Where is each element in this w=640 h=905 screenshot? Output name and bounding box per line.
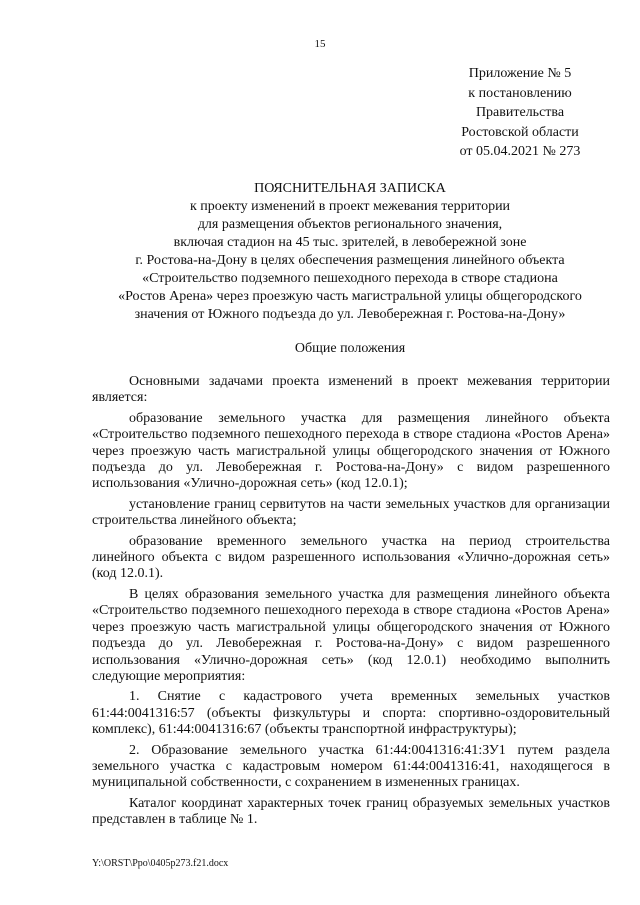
page-number: 15 xyxy=(314,38,326,50)
appendix-line: Ростовской области xyxy=(461,124,579,140)
title-subtitle-line: значения от Южного подъезда до ул. Левобережная г. Ростова-на-Дону» xyxy=(134,307,566,322)
title-subtitle-line: г. Ростова-на-Дону в целях обеспечения размещения линейного объекта xyxy=(135,253,565,268)
section-heading: Общие положения xyxy=(294,341,406,356)
title-heading: ПОЯСНИТЕЛЬНАЯ ЗАПИСКА xyxy=(254,181,446,196)
paragraph: 1. Снятие с кадастрового учета временных земельных участков 61:44:0041316:57 (объекты физкультуры и спорта: спортивно-оздоровительный комплекс), 61:44:0041316:67 (объекты транспортной инфраструктуры); xyxy=(92,689,610,738)
title-subtitle-line: «Строительство подземного пешеходного перехода в створе стадиона xyxy=(142,271,558,286)
title-subtitle-line: «Ростов Арена» через проезжую часть магистральной улицы общегородского xyxy=(118,289,582,304)
paragraph: В целях образования земельного участка для размещения линейного объекта «Строительство подземного пешеходного перехода в створе стадиона «Ростов Арена» через проезжую часть магистральной улицы общегородского значения от Южного подъезда до ул. Левобережная г. Ростова-на-Дону» с видом разрешенного использования «Улично-дорожная сеть» (код 12.0.1) необходимо выполнить следующие мероприятия: xyxy=(92,586,610,684)
paragraph: образование временного земельного участка на период строительства линейного объекта с видом разрешенного использования «Улично-дорожная сеть» (код 12.0.1). xyxy=(92,533,610,582)
paragraph: 2. Образование земельного участка 61:44:0041316:41:ЗУ1 путем раздела земельного участка с кадастровым номером 61:44:0041316:41, находящегося в муниципальной собственности, с сохранением в измененных границах. xyxy=(92,742,610,791)
body-text xyxy=(92,374,610,833)
paragraph: образование земельного участка для размещения линейного объекта «Строительство подземного пешеходного перехода в створе стадиона «Ростов Арена» через проезжую часть магистральной улицы общегородского значения от Южного подъезда до ул. Левобережная г. Ростова-на-Дону» с видом разрешенного использования «Улично-дорожная сеть» (код 12.0.1); xyxy=(92,410,610,492)
paragraph: Основными задачами проекта изменений в проект межевания территории является: xyxy=(92,374,610,406)
title-subtitle-line: к проекту изменений в проект межевания территории xyxy=(189,199,511,214)
appendix-line: от 05.04.2021 № 273 xyxy=(459,144,581,159)
appendix-line: Правительства xyxy=(475,105,565,120)
document-title xyxy=(80,180,620,324)
appendix-line: к постановлению xyxy=(468,85,572,101)
title-subtitle-line: для размещения объектов регионального значения, xyxy=(197,217,503,232)
paragraph: Каталог координат характерных точек границ образуемых земельных участков представлен в таблице № 1. xyxy=(92,795,610,828)
appendix-line: Приложение № 5 xyxy=(468,66,572,81)
paragraph: установление границ сервитутов на части земельных участков для организации строительства линейного объекта; xyxy=(92,496,610,529)
title-subtitle-line: включая стадион на 45 тыс. зрителей, в левобережной зоне xyxy=(173,235,527,250)
appendix-block xyxy=(440,64,600,162)
footer-file-path: Y:\ORST\Ppo\0405p273.f21.docx xyxy=(92,858,229,869)
